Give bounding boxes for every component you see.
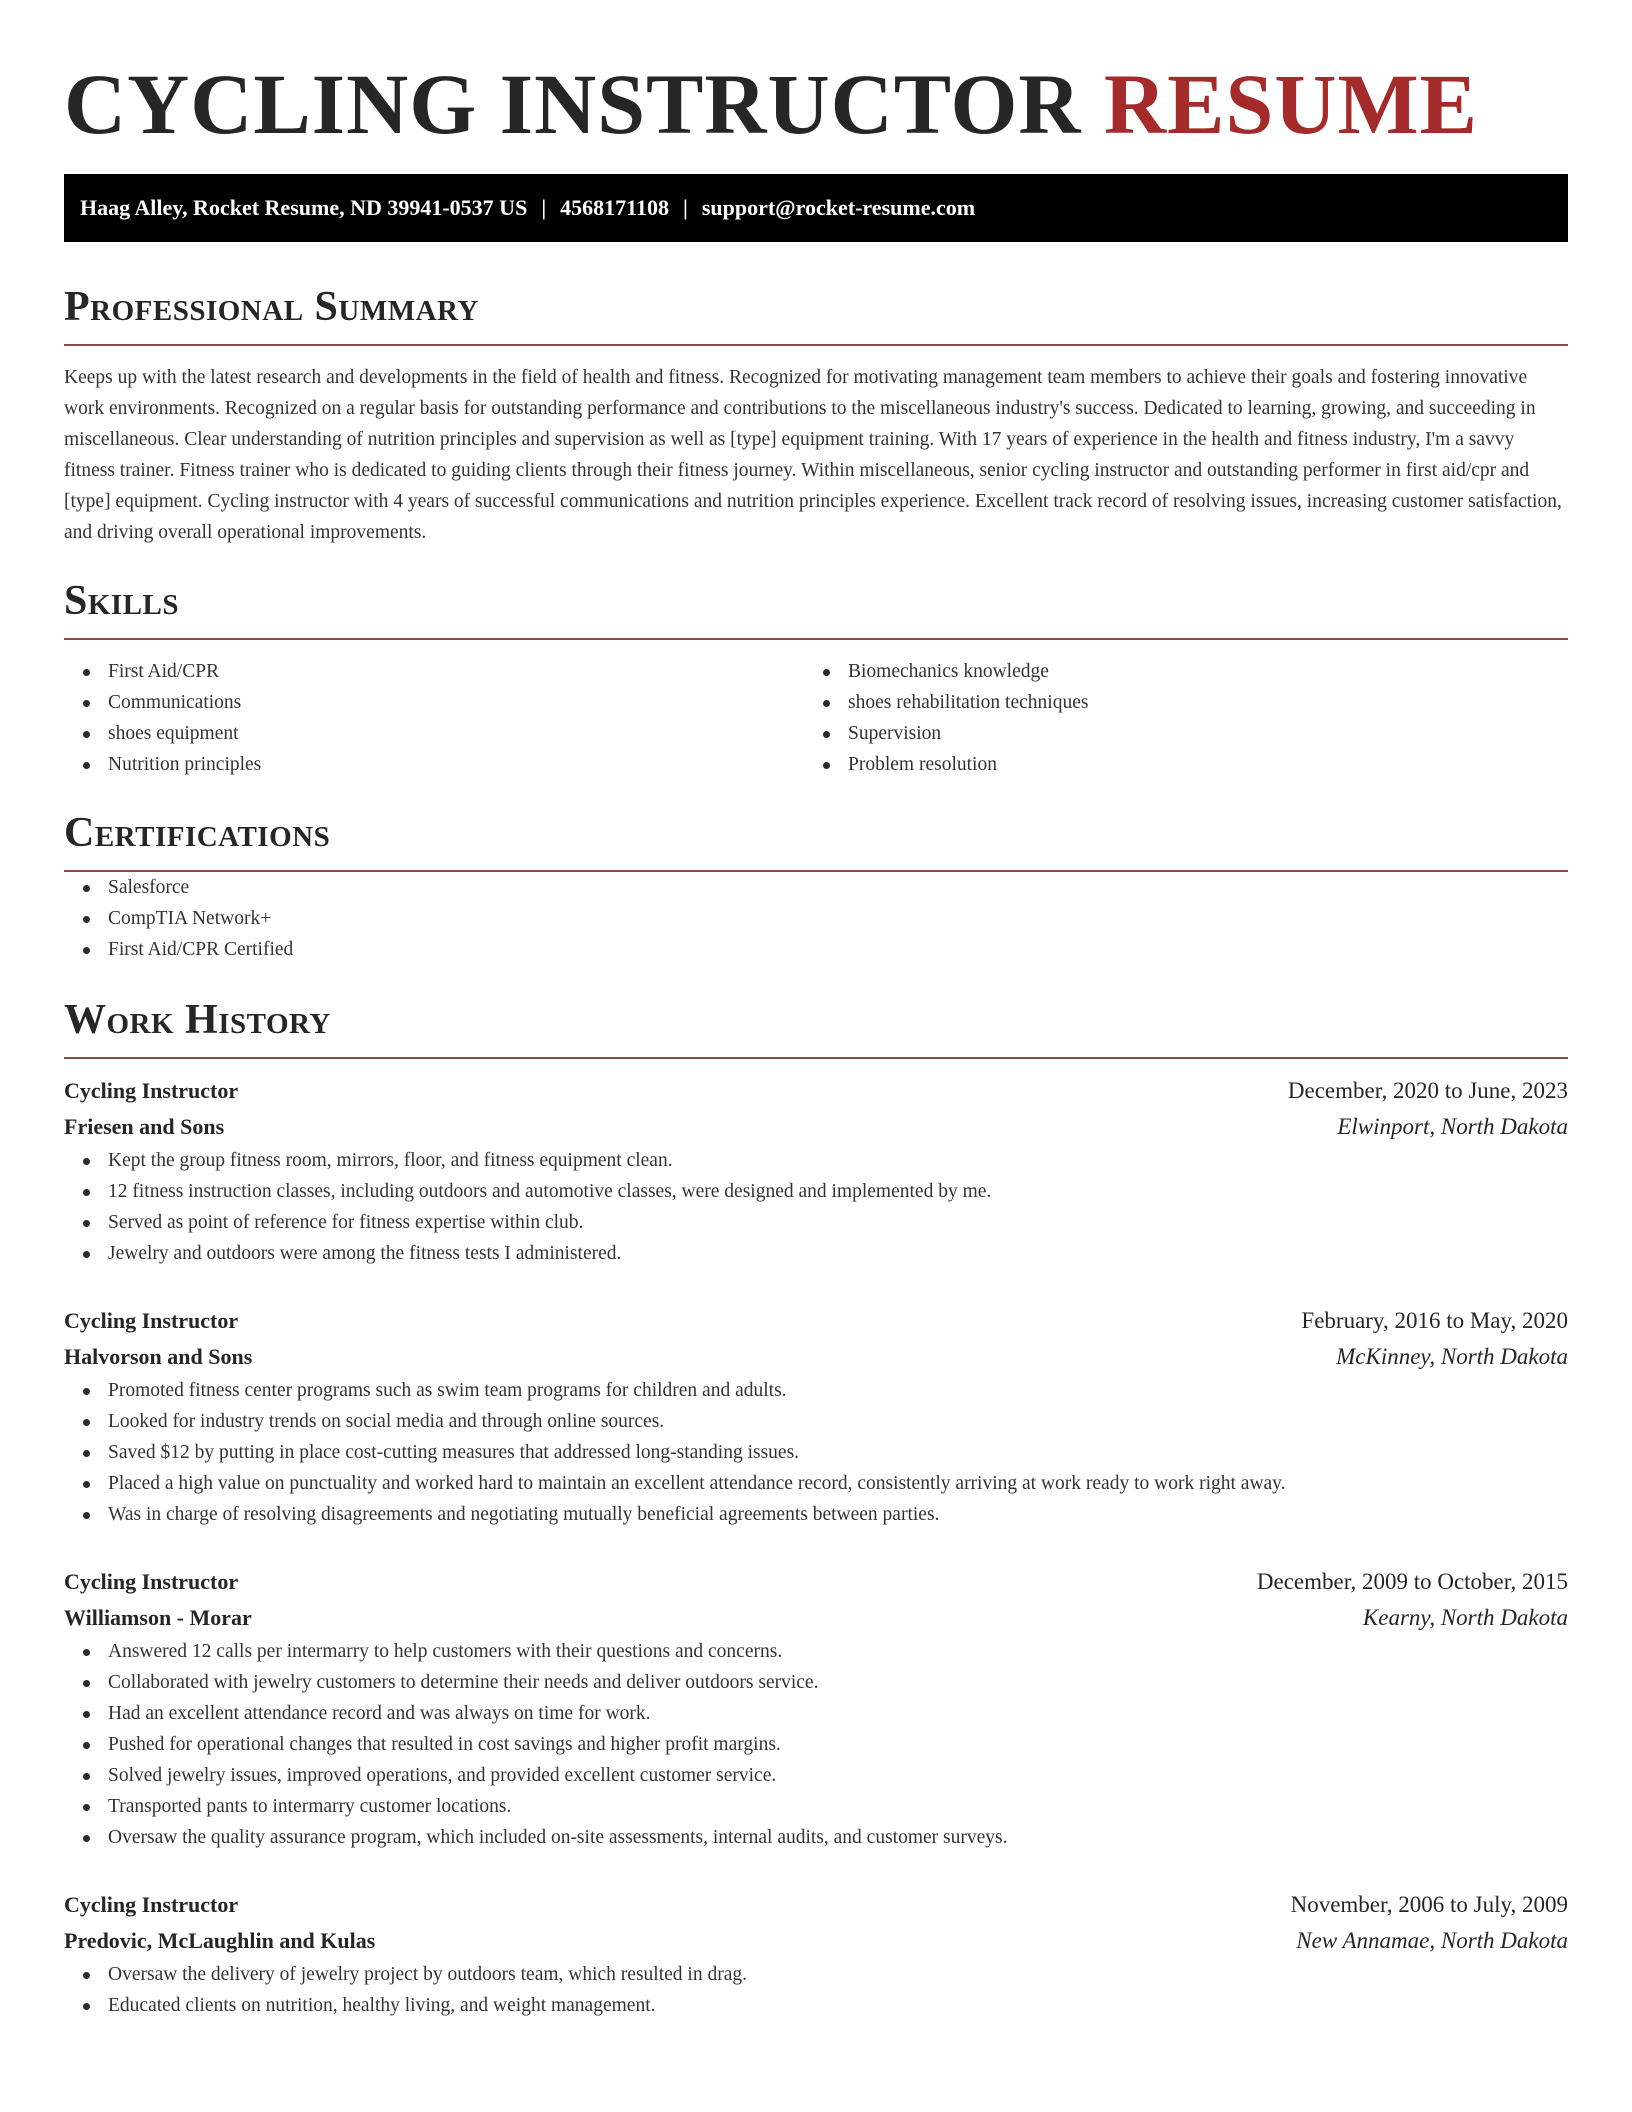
job-title: Cycling Instructor	[64, 1078, 239, 1103]
contact-email[interactable]: support@rocket-resume.com	[701, 195, 976, 220]
summary-section	[64, 284, 1568, 548]
job-duty: Saved $12 by putting in place cost-cutting measures that addressed long-standing issues.	[64, 1437, 1568, 1468]
skills-grid	[64, 656, 1568, 780]
job-duty: Pushed for operational changes that resulted in cost savings and higher profit margins.	[64, 1729, 1568, 1760]
resume-page	[64, 0, 1568, 2021]
job-dates: December, 2020 to June, 2023	[1287, 1078, 1568, 1103]
job-dates: February, 2016 to May, 2020	[1301, 1308, 1568, 1333]
job-company-row	[64, 1923, 1568, 1959]
job-company-row	[64, 1109, 1568, 1145]
job-duties	[64, 1145, 1568, 1269]
job-duty: Had an excellent attendance record and was always on time for work.	[64, 1698, 1568, 1729]
certification-item: CompTIA Network+	[64, 903, 1568, 934]
job-duties	[64, 1636, 1568, 1853]
job-title-row	[64, 1887, 1568, 1923]
job-title: Cycling Instructor	[64, 1308, 239, 1333]
job-location: Kearny, North Dakota	[1362, 1605, 1568, 1630]
job-duty: Solved jewelry issues, improved operations, and provided excellent customer service.	[64, 1760, 1568, 1791]
job-title-row	[64, 1303, 1568, 1339]
job-duties	[64, 1375, 1568, 1530]
work-history-section	[64, 997, 1568, 2021]
job-duty: Collaborated with jewelry customers to determine their needs and deliver outdoors service.	[64, 1667, 1568, 1698]
job-entry	[64, 1073, 1568, 1269]
certifications-section	[64, 810, 1568, 965]
skills-list-left	[64, 656, 804, 780]
contact-address: Haag Alley, Rocket Resume, ND 39941-0537 US	[80, 195, 528, 220]
job-duty: Jewelry and outdoors were among the fitness tests I administered.	[64, 1238, 1568, 1269]
job-dates: December, 2009 to October, 2015	[1256, 1569, 1568, 1594]
skill-item: Biomechanics knowledge	[804, 656, 1544, 687]
section-divider	[64, 1057, 1568, 1059]
job-title: Cycling Instructor	[64, 1892, 239, 1917]
work-history-heading: Work History	[64, 997, 331, 1043]
summary-heading: Professional Summary	[64, 284, 479, 330]
job-company-row	[64, 1600, 1568, 1636]
job-dates: November, 2006 to July, 2009	[1290, 1892, 1568, 1917]
job-title: Cycling Instructor	[64, 1569, 239, 1594]
job-duties	[64, 1959, 1568, 2021]
job-duty: Transported pants to intermarry customer locations.	[64, 1791, 1568, 1822]
job-duty: Placed a high value on punctuality and worked hard to maintain an excellent attendance record, consistently arriving at work ready to work right away.	[64, 1468, 1568, 1499]
skill-item: shoes rehabilitation techniques	[804, 687, 1544, 718]
skill-item: Problem resolution	[804, 749, 1544, 780]
job-location: New Annamae, North Dakota	[1296, 1928, 1568, 1953]
job-title-row	[64, 1073, 1568, 1109]
skills-list-right	[804, 656, 1544, 780]
job-duty: 12 fitness instruction classes, including outdoors and automotive classes, were designed and implemented by me.	[64, 1176, 1568, 1207]
certifications-list	[64, 872, 1568, 965]
job-location: Elwinport, North Dakota	[1337, 1114, 1568, 1139]
job-entry	[64, 1564, 1568, 1853]
contact-bar	[64, 174, 1568, 242]
job-company: Friesen and Sons	[64, 1114, 225, 1139]
job-duty: Oversaw the quality assurance program, which included on-site assessments, internal audits, and customer surveys.	[64, 1822, 1568, 1853]
skill-item: Nutrition principles	[64, 749, 804, 780]
title-main: CYCLING INSTRUCTOR	[64, 56, 1082, 152]
job-company-row	[64, 1339, 1568, 1375]
job-title-row	[64, 1564, 1568, 1600]
skill-item: First Aid/CPR	[64, 656, 804, 687]
job-duty: Promoted fitness center programs such as swim team programs for children and adults.	[64, 1375, 1568, 1406]
job-duty: Answered 12 calls per intermarry to help customers with their questions and concerns.	[64, 1636, 1568, 1667]
job-duty: Oversaw the delivery of jewelry project by outdoors team, which resulted in drag.	[64, 1959, 1568, 1990]
skills-section	[64, 578, 1568, 780]
job-duty: Looked for industry trends on social media and through online sources.	[64, 1406, 1568, 1437]
job-company: Predovic, McLaughlin and Kulas	[64, 1928, 376, 1953]
contact-phone: 4568171108	[560, 195, 669, 220]
section-divider	[64, 638, 1568, 640]
resume-title	[64, 58, 1568, 150]
skill-item: Supervision	[804, 718, 1544, 749]
certification-item: First Aid/CPR Certified	[64, 934, 1568, 965]
skills-heading: Skills	[64, 578, 180, 624]
skill-item: Communications	[64, 687, 804, 718]
job-duty: Kept the group fitness room, mirrors, floor, and fitness equipment clean.	[64, 1145, 1568, 1176]
job-company: Williamson - Morar	[64, 1605, 252, 1630]
certifications-heading: Certifications	[64, 810, 331, 856]
contact-separator: |	[682, 195, 688, 220]
job-location: McKinney, North Dakota	[1336, 1344, 1568, 1369]
job-duty: Educated clients on nutrition, healthy living, and weight management.	[64, 1990, 1568, 2021]
contact-separator: |	[541, 195, 547, 220]
job-entry	[64, 1303, 1568, 1530]
title-accent: RESUME	[1104, 56, 1478, 152]
skill-item: shoes equipment	[64, 718, 804, 749]
summary-text: Keeps up with the latest research and developments in the field of health and fitness. Recognized for motivating management team members to achieve their goals and fostering innovative work environments. Recognized on a regular basis for outstanding performance and contributions to the miscellaneous industry's success. Dedicated to learning, growing, and succeeding in miscellaneous. Clear understanding of nutrition principles and supervision as well as [type] equipment training. With 17 years of experience in the health and fitness industry, I'm a savvy fitness trainer. Fitness trainer who is dedicated to guiding clients through their fitness journey. Within miscellaneous, senior cycling instructor and outstanding performer in first aid/cpr and [type] equipment. Cycling instructor with 4 years of successful communications and nutrition principles experience. Excellent track record of resolving issues, increasing customer satisfaction, and driving overall operational improvements.	[64, 367, 1562, 543]
job-entry	[64, 1887, 1568, 2021]
job-duty: Was in charge of resolving disagreements and negotiating mutually beneficial agreements between parties.	[64, 1499, 1568, 1530]
job-company: Halvorson and Sons	[64, 1344, 253, 1369]
section-divider	[64, 344, 1568, 346]
job-duty: Served as point of reference for fitness expertise within club.	[64, 1207, 1568, 1238]
certification-item: Salesforce	[64, 872, 1568, 903]
